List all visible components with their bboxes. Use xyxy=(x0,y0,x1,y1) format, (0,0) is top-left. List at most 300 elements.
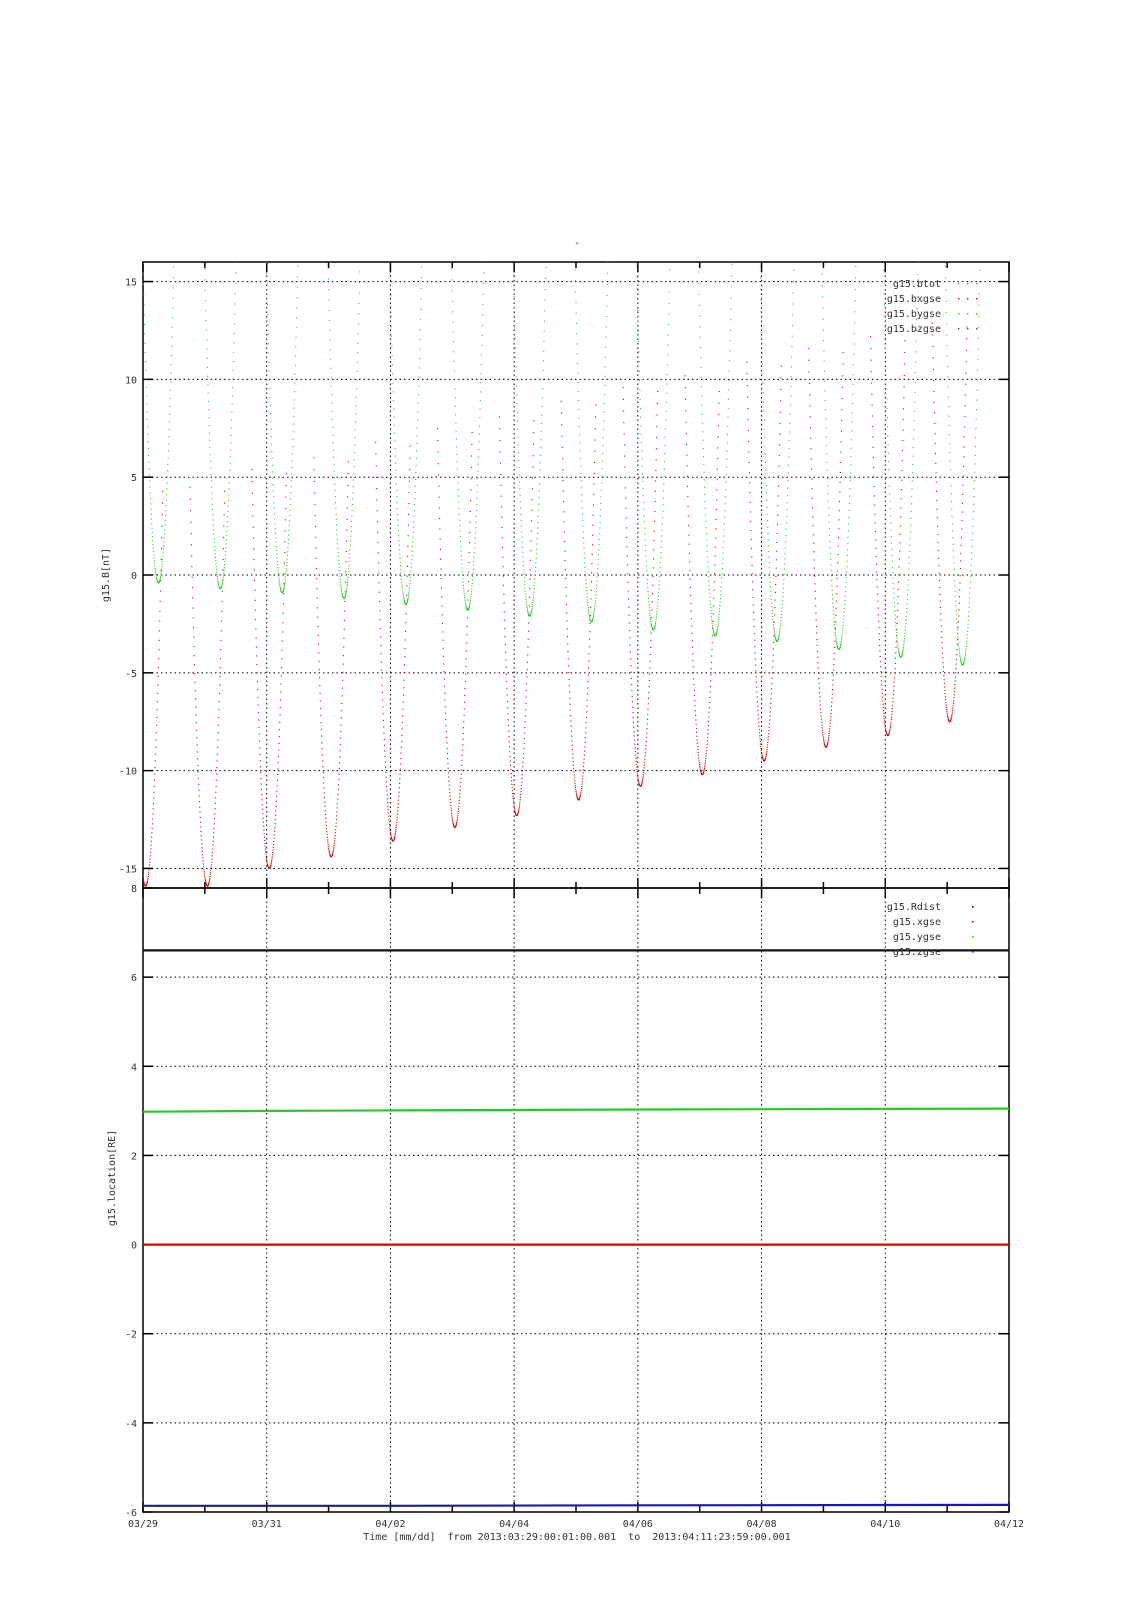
data-point xyxy=(319,669,320,670)
data-point xyxy=(824,371,825,372)
data-point xyxy=(269,371,270,372)
data-point xyxy=(914,420,915,421)
data-point xyxy=(649,612,650,613)
top-legend-label: g15.bzgse xyxy=(886,324,941,335)
data-point xyxy=(971,559,972,560)
data-point xyxy=(222,580,223,581)
data-point xyxy=(325,818,326,819)
data-point xyxy=(892,705,893,706)
data-point xyxy=(199,801,200,802)
data-point xyxy=(959,582,960,583)
data-point xyxy=(254,559,255,560)
data-point xyxy=(599,533,600,534)
data-point xyxy=(601,483,602,484)
data-point xyxy=(404,672,405,673)
data-point xyxy=(947,376,948,377)
data-point xyxy=(566,612,567,613)
data-point xyxy=(913,447,914,448)
data-point xyxy=(520,514,521,515)
data-point xyxy=(640,408,641,409)
data-point xyxy=(520,495,521,496)
data-point xyxy=(359,293,360,294)
data-point xyxy=(223,577,224,578)
data-point xyxy=(147,879,148,880)
data-point xyxy=(820,712,821,713)
data-point xyxy=(444,693,445,694)
data-point xyxy=(327,834,328,835)
x-tick-label: 04/10 xyxy=(870,1519,901,1530)
top-y-tick-label: 15 xyxy=(124,277,137,289)
data-point xyxy=(465,603,466,604)
data-point xyxy=(897,642,898,643)
data-point xyxy=(952,712,953,713)
data-point xyxy=(536,548,537,549)
data-point xyxy=(774,621,775,622)
data-point xyxy=(822,734,823,735)
data-point xyxy=(875,548,876,549)
data-point xyxy=(769,567,770,568)
data-point xyxy=(587,700,588,701)
data-point xyxy=(148,448,149,449)
data-point xyxy=(227,516,228,517)
data-point xyxy=(377,542,378,543)
data-point xyxy=(574,777,575,778)
data-point xyxy=(707,556,708,557)
data-point xyxy=(774,633,775,634)
data-point xyxy=(810,416,811,417)
data-point xyxy=(143,880,144,881)
data-point xyxy=(884,293,885,294)
data-point xyxy=(288,530,289,531)
data-point xyxy=(942,652,943,653)
data-point xyxy=(948,416,949,417)
data-point xyxy=(841,643,842,644)
data-point xyxy=(943,667,944,668)
data-point xyxy=(437,428,438,429)
data-point xyxy=(974,472,975,473)
data-point xyxy=(760,741,761,742)
data-point xyxy=(711,613,712,614)
data-point xyxy=(837,645,838,646)
data-point xyxy=(644,528,645,529)
data-point xyxy=(504,603,505,604)
data-point xyxy=(582,781,583,782)
data-point xyxy=(955,605,956,606)
data-point xyxy=(638,341,639,342)
data-point xyxy=(842,628,843,629)
data-point xyxy=(518,813,519,814)
data-point xyxy=(330,358,331,359)
data-point xyxy=(665,445,666,446)
data-point xyxy=(650,619,651,620)
data-point xyxy=(716,519,717,520)
data-point xyxy=(847,555,848,556)
data-point xyxy=(852,403,853,404)
data-point xyxy=(566,596,567,597)
data-point xyxy=(269,380,270,381)
data-point xyxy=(329,320,330,321)
data-point xyxy=(574,783,575,784)
data-point xyxy=(508,731,509,732)
data-point xyxy=(598,559,599,560)
data-point xyxy=(828,740,829,741)
data-point xyxy=(588,661,589,662)
data-point xyxy=(403,599,404,600)
data-point xyxy=(469,522,470,523)
data-point xyxy=(721,582,722,583)
data-point xyxy=(152,818,153,819)
data-point xyxy=(567,651,568,652)
data-point xyxy=(908,579,909,580)
data-point xyxy=(323,777,324,778)
data-point xyxy=(587,687,588,688)
data-point xyxy=(891,536,892,537)
data-point xyxy=(666,402,667,403)
data-point xyxy=(297,297,298,298)
bottom-legend-label: g15.Rdist xyxy=(886,902,941,913)
data-point xyxy=(945,266,946,267)
data-point xyxy=(686,455,687,456)
data-point xyxy=(724,523,725,524)
data-point xyxy=(781,611,782,612)
data-point xyxy=(478,441,479,442)
data-point xyxy=(972,539,973,540)
data-point xyxy=(968,611,969,612)
x-tick-label: 04/08 xyxy=(746,1519,777,1530)
data-point xyxy=(642,488,643,489)
data-point xyxy=(831,710,832,711)
data-point xyxy=(451,257,452,258)
data-point xyxy=(587,596,588,597)
data-point xyxy=(835,637,836,638)
data-point xyxy=(476,498,477,499)
data-point xyxy=(590,607,591,608)
data-point xyxy=(629,622,630,623)
data-point xyxy=(572,749,573,750)
data-point xyxy=(156,578,157,579)
data-point xyxy=(535,571,536,572)
data-point xyxy=(572,757,573,758)
data-point xyxy=(545,267,546,268)
data-point xyxy=(155,754,156,755)
data-point xyxy=(195,682,196,683)
data-point xyxy=(192,597,193,598)
data-point xyxy=(522,774,523,775)
data-point xyxy=(442,631,443,632)
data-point xyxy=(274,838,275,839)
data-point xyxy=(768,739,769,740)
data-point xyxy=(408,525,409,526)
data-point xyxy=(295,365,296,366)
data-point xyxy=(656,459,657,460)
data-point xyxy=(954,580,955,581)
data-point xyxy=(586,722,587,723)
data-point xyxy=(834,653,835,654)
data-point xyxy=(882,704,883,705)
data-point xyxy=(814,559,815,560)
data-point xyxy=(747,373,748,374)
data-point xyxy=(964,661,965,662)
data-point xyxy=(216,569,217,570)
data-point xyxy=(583,766,584,767)
data-point xyxy=(830,713,831,714)
data-point xyxy=(692,640,693,641)
data-point xyxy=(599,539,600,540)
data-point xyxy=(579,418,580,419)
data-point xyxy=(895,658,896,659)
data-point xyxy=(337,548,338,549)
data-point xyxy=(520,799,521,800)
data-point xyxy=(162,555,163,556)
data-point xyxy=(875,539,876,540)
data-point xyxy=(954,694,955,695)
data-point xyxy=(416,443,417,444)
data-point xyxy=(879,639,880,640)
data-point xyxy=(946,709,947,710)
data-point xyxy=(840,646,841,647)
data-point xyxy=(642,481,643,482)
data-point xyxy=(403,680,404,681)
data-point xyxy=(951,715,952,716)
data-point xyxy=(839,491,840,492)
data-point xyxy=(265,851,266,852)
data-point xyxy=(161,569,162,570)
data-point xyxy=(945,278,946,279)
data-point xyxy=(386,781,387,782)
data-point xyxy=(661,530,662,531)
data-point xyxy=(951,718,952,719)
data-point xyxy=(460,782,461,783)
data-point xyxy=(531,510,532,511)
data-point xyxy=(904,364,905,365)
data-point xyxy=(954,688,955,689)
data-point xyxy=(816,626,817,627)
data-point xyxy=(687,496,688,497)
data-point xyxy=(764,420,765,421)
data-point xyxy=(711,656,712,657)
data-point xyxy=(341,593,342,594)
data-point xyxy=(753,597,754,598)
data-point xyxy=(871,371,872,372)
data-point xyxy=(823,736,824,737)
data-point xyxy=(575,302,576,303)
data-point xyxy=(532,606,533,607)
data-point xyxy=(268,362,269,363)
data-point xyxy=(843,615,844,616)
data-point xyxy=(896,641,897,642)
data-point xyxy=(964,657,965,658)
data-point xyxy=(270,864,271,865)
data-point xyxy=(336,529,337,530)
data-point xyxy=(328,848,329,849)
data-point xyxy=(389,828,390,829)
data-point xyxy=(782,596,783,597)
data-point xyxy=(704,768,705,769)
data-point xyxy=(766,755,767,756)
data-point xyxy=(416,465,417,466)
data-point xyxy=(400,773,401,774)
data-point xyxy=(895,618,896,619)
data-point xyxy=(823,329,824,330)
data-point xyxy=(338,560,339,561)
data-point xyxy=(898,582,899,583)
data-point xyxy=(879,645,880,646)
data-point xyxy=(516,403,517,404)
data-point xyxy=(515,367,516,368)
data-point xyxy=(482,335,483,336)
data-point xyxy=(964,660,965,661)
data-point xyxy=(755,652,756,653)
data-point xyxy=(227,521,228,522)
data-point xyxy=(207,376,208,377)
data-point xyxy=(891,555,892,556)
data-point xyxy=(841,431,842,432)
data-point xyxy=(944,690,945,691)
data-point xyxy=(227,511,228,512)
data-point xyxy=(643,776,644,777)
data-point xyxy=(272,458,273,459)
data-point xyxy=(954,684,955,685)
data-point xyxy=(686,444,687,445)
data-point xyxy=(603,420,604,421)
data-point xyxy=(206,339,207,340)
data-point xyxy=(939,587,940,588)
data-point xyxy=(603,412,604,413)
data-point xyxy=(401,741,402,742)
data-point xyxy=(834,659,835,660)
data-point xyxy=(399,783,400,784)
data-point xyxy=(469,603,470,604)
data-point xyxy=(947,345,948,346)
data-point xyxy=(791,376,792,377)
data-point xyxy=(643,770,644,771)
data-point xyxy=(898,589,899,590)
data-point xyxy=(235,272,236,273)
data-point xyxy=(593,484,594,485)
data-point xyxy=(540,462,541,463)
data-point xyxy=(402,709,403,710)
top-legend-sample xyxy=(976,298,977,299)
data-point xyxy=(378,572,379,573)
data-point xyxy=(204,877,205,878)
data-point xyxy=(768,545,769,546)
data-point xyxy=(836,608,837,609)
data-point xyxy=(586,587,587,588)
data-point xyxy=(266,860,267,861)
data-point xyxy=(353,466,354,467)
data-point xyxy=(586,593,587,594)
data-point xyxy=(788,465,789,466)
data-point xyxy=(261,784,262,785)
data-point xyxy=(215,797,216,798)
data-point xyxy=(787,480,788,481)
data-point xyxy=(884,723,885,724)
data-point xyxy=(832,698,833,699)
data-point xyxy=(892,572,893,573)
data-point xyxy=(935,443,936,444)
data-point xyxy=(482,325,483,326)
data-point xyxy=(591,581,592,582)
data-point xyxy=(769,562,770,563)
data-point xyxy=(403,594,404,595)
data-point xyxy=(698,757,699,758)
data-point xyxy=(842,398,843,399)
data-point xyxy=(479,433,480,434)
data-point xyxy=(713,630,714,631)
data-point xyxy=(320,700,321,701)
data-point xyxy=(960,660,961,661)
data-point xyxy=(786,523,787,524)
data-point xyxy=(533,600,534,601)
data-point xyxy=(262,809,263,810)
data-point xyxy=(318,635,319,636)
data-point xyxy=(813,551,814,552)
data-point xyxy=(765,454,766,455)
data-point xyxy=(576,793,577,794)
data-point xyxy=(225,551,226,552)
data-point xyxy=(708,585,709,586)
data-point xyxy=(273,502,274,503)
data-point xyxy=(912,464,913,465)
data-point xyxy=(274,834,275,835)
data-point xyxy=(904,375,905,376)
data-point xyxy=(334,484,335,485)
data-point xyxy=(463,585,464,586)
data-point xyxy=(649,615,650,616)
data-point xyxy=(159,580,160,581)
data-point xyxy=(500,474,501,475)
data-point xyxy=(821,725,822,726)
data-point xyxy=(965,405,966,406)
data-point xyxy=(252,481,253,482)
data-point xyxy=(200,822,201,823)
data-point xyxy=(144,333,145,334)
data-point xyxy=(532,604,533,605)
data-point xyxy=(221,630,222,631)
data-point xyxy=(966,646,967,647)
data-point xyxy=(206,349,207,350)
data-point xyxy=(150,848,151,849)
data-point xyxy=(959,603,960,604)
data-point xyxy=(904,352,905,353)
data-point xyxy=(523,757,524,758)
data-point xyxy=(716,631,717,632)
data-point xyxy=(873,447,874,448)
data-point xyxy=(824,390,825,391)
data-point xyxy=(889,486,890,487)
top-legend-sample xyxy=(967,298,968,299)
data-point xyxy=(829,731,830,732)
data-point xyxy=(833,618,834,619)
data-point xyxy=(266,856,267,857)
data-point xyxy=(398,540,399,541)
data-point xyxy=(150,852,151,853)
data-point xyxy=(204,871,205,872)
data-point xyxy=(418,385,419,386)
data-point xyxy=(384,745,385,746)
data-point xyxy=(349,553,350,554)
data-point xyxy=(955,668,956,669)
data-point xyxy=(357,361,358,362)
data-point xyxy=(758,718,759,719)
data-point xyxy=(580,450,581,451)
data-point xyxy=(323,782,324,783)
data-point xyxy=(218,581,219,582)
data-point xyxy=(227,526,228,527)
data-point xyxy=(576,323,577,324)
data-point xyxy=(215,553,216,554)
data-point xyxy=(292,446,293,447)
